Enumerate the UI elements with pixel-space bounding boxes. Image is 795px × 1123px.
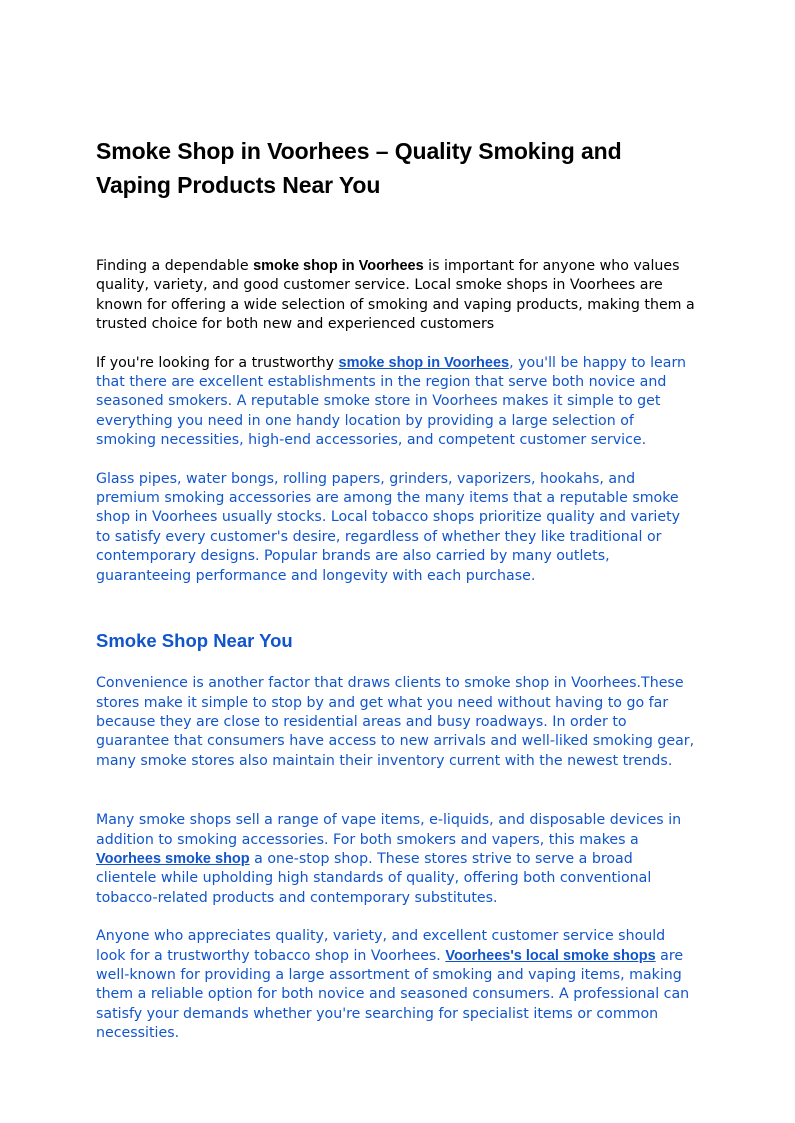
paragraph-4: Convenience is another factor that draws clients to smoke shop in Voorhees.These stores make it simple to stop by and get what you need without having to go far because they are close to residential areas and busy roadways. In order to guarantee that consumers have access to new arrivals and well-liked smoking gear, many smoke stores also maintain their inventory current with the newest trends.: [96, 675, 695, 769]
local-smoke-shops-link[interactable]: Voorhees's local smoke shops: [445, 947, 656, 964]
para5-text-end: a one-stop shop. These stores strive to serve a broad clientele while upholding high standards of quality, offering both conventional tobacco-related products and contemporary substitutes.: [96, 850, 652, 906]
para5-text-start: Many smoke shops sell a range of vape items, e-liquids, and disposable devices in addition to smoking accessories. For both smokers and vapers, this makes a: [96, 812, 682, 848]
smoke-shop-link[interactable]: smoke shop in Voorhees: [338, 354, 510, 371]
paragraph-3: Glass pipes, water bongs, rolling papers, grinders, vaporizers, hookahs, and premium smoking accessories are among the many items that a reputable smoke shop in Voorhees usually stocks. Local tobacco shops prioritize quality and variety to satisfy every customer's desire, regardless of whether they like traditional or contemporary designs. Popular brands are also carried by many outlets, guaranteeing performance and longevity with each purchase.: [96, 470, 681, 584]
para6-text-end: are well-known for providing a large assortment of smoking and vaping items, making them a reliable option for both novice and seasoned consumers. A professional can satisfy your demands whether you're searching for specialist items or common necessities.: [96, 947, 690, 1042]
intro-bold-keyword: smoke shop in Voorhees: [253, 258, 424, 274]
para2-text-start: If you're looking for a trustworthy: [96, 354, 339, 371]
intro-text-start: Finding a dependable: [96, 258, 254, 274]
paragraph-6: [96, 927, 696, 1043]
voorhees-smoke-shop-link[interactable]: Voorhees smoke shop: [96, 850, 250, 867]
intro-text-end: is important for anyone who values quality, variety, and good customer service. Local smoke shops in Voorhees are known for offering a wide selection of smoking and vaping products, making them a trusted choice for both new and experienced customers: [96, 258, 695, 333]
section-heading: Smoke Shop Near You: [96, 630, 293, 652]
document-page: [96, 134, 696, 1044]
para2-text-end: , you'll be happy to learn that there are excellent establishments in the region that serve both novice and seasoned smokers. A reputable smoke store in Voorhees makes it simple to get everything you need in one handy location by providing a large selection of smoking necessities, high-end accessories, and competent customer service.: [96, 354, 687, 449]
paragraph-2: [96, 354, 696, 451]
paragraph-5: [96, 811, 696, 908]
page-title: Smoke Shop in Voorhees – Quality Smoking and Vaping Products Near You: [96, 138, 622, 198]
intro-paragraph: [96, 257, 696, 335]
para6-text-start: Anyone who appreciates quality, variety, and excellent customer service should look for a trustworthy tobacco shop in Voorhees.: [96, 928, 666, 964]
